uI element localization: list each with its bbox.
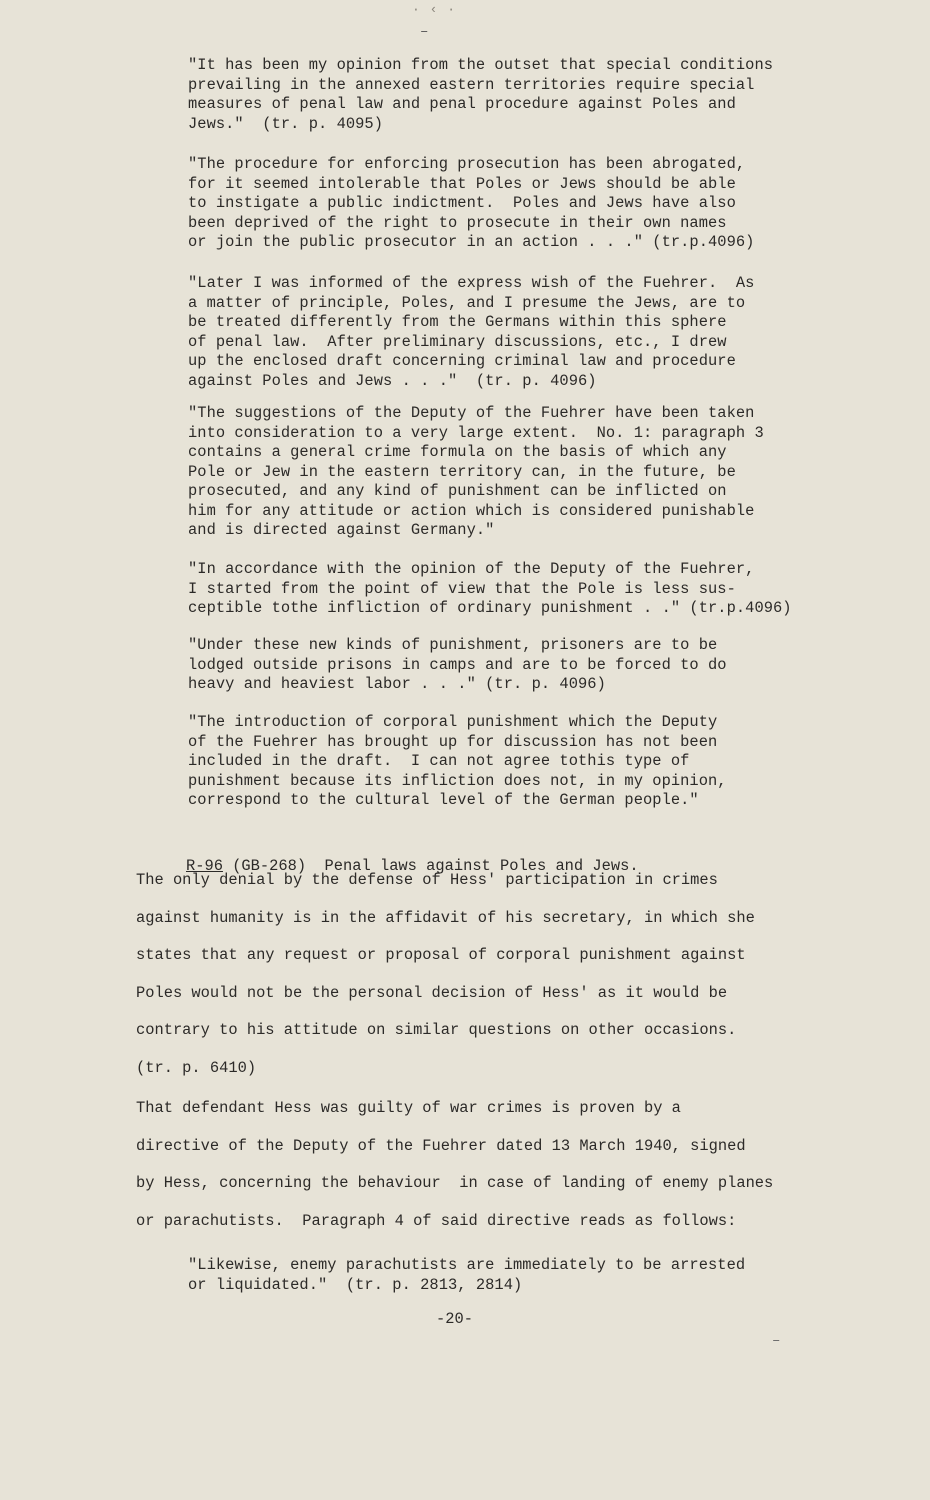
quote-2: "The procedure for enforcing prosecution has been abrogated, for it seemed intolerable that Poles or Jews should be able to instigate a public indictment. Poles and Jews have also been deprived of the right to prosecute in their own names or join the public prosecutor in an action . . ." (tr.p.4096) bbox=[188, 155, 755, 251]
quote-4: "The suggestions of the Deputy of the Fuehrer have been taken into consideration to a very large extent. No. 1: paragraph 3 contains a general crime formula on the basis of which any Pole or Jew in the eastern territory can, in the future, be prosecuted, and any kind of punishment can be inflicted on him for any attitude or action which is considered punishable and is directed against Germany." bbox=[188, 404, 764, 539]
bottom-dash-mark: – bbox=[772, 1333, 781, 1349]
quote-1: "It has been my opinion from the outset that special conditions prevailing in the annexed eastern territories require special measures of penal law and penal procedure against Poles and Jews." (tr. p. 4095) bbox=[188, 56, 774, 133]
reference-text: (GB-268) Penal laws against Poles and Jews. bbox=[222, 857, 639, 875]
paragraph-war-crimes: That defendant Hess was guilty of war crimes is proven by a directive of the Deputy of the Fuehrer dated 13 March 1940, signed by Hess, concerning the behaviour in case of landing of enemy planes or parachutists. Paragraph 4 of said directive reads as follows: bbox=[136, 1099, 774, 1230]
reference-code: R-96 bbox=[186, 857, 223, 875]
page-number: -20- bbox=[436, 1310, 473, 1328]
quote-6: "Under these new kinds of punishment, prisoners are to be lodged outside prisons in camps and are to be forced to do heavy and heaviest labor . . ." (tr. p. 4096) bbox=[188, 636, 727, 693]
top-dash-mark: – bbox=[420, 24, 429, 40]
paragraph-defense-denial: The only denial by the defense of Hess' participation in crimes against humanity is in the affidavit of his secretary, in which she states that any request or proposal of corporal punishment against Poles would not be the personal decision of Hess' as it would be contrary to his attitude on similar questions on other occasions. (tr. p. 6410) bbox=[136, 871, 755, 1077]
quote-7: "The introduction of corporal punishment which the Deputy of the Fuehrer has brought up for discussion has not been included in the draft. I can not agree tothis type of punishment because its infliction does not, in my opinion, correspond to the cultural level of the German people." bbox=[188, 713, 727, 809]
quote-parachutists: "Likewise, enemy parachutists are immediately to be arrested or liquidated." (tr. p. 2813, 2814) bbox=[188, 1256, 746, 1294]
quote-5: "In accordance with the opinion of the Deputy of the Fuehrer, I started from the point of view that the Pole is less sus- ceptible tothe infliction of ordinary punishment . ." (tr.p.4096) bbox=[188, 560, 792, 617]
quote-3: "Later I was informed of the express wish of the Fuehrer. As a matter of principle, Poles, and I presume the Jews, are to be treated differently from the Germans within this sphere of penal law. After preliminary discussions, etc., I drew up the enclosed draft concerning criminal law and procedure against Poles and Jews . . ." (tr. p. 4096) bbox=[188, 274, 755, 390]
top-scan-mark: · ‹ · bbox=[412, 2, 457, 17]
